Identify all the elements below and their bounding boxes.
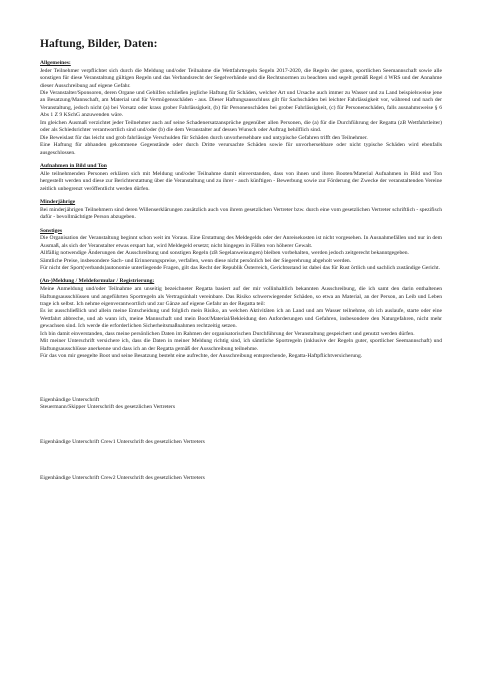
section-heading: Sonstiges: [40, 227, 63, 234]
signature-caption: Steuermann/Skipper Unterschrift des gesetzlichen Vertreters: [40, 403, 176, 410]
signature-label: Eigenhändige Unterschrift: [40, 396, 100, 403]
paragraph: Für nicht der Sport(verbands)autonomie unterliegende Fragen, gilt das Recht der Republik Österreich, Gerichtsstand ist dabei das für Rust örtlich und sachlich zuständige Gericht.: [40, 265, 441, 271]
section-heading: (An-)Meldung / Meldeformular / Registrierung:: [40, 278, 155, 285]
paragraph: Die Veranstalter/Sponsoren, deren Organe und Gehilfen schließen jegliche Haftung für Schäden, welcher Art und Ursache auch immer zu Wasser und zu Land beispielsweise jene an Besatzung/Mannschaft, am Material und für Vermögensschäden - aus. Dieser Haftungsausschluss gilt für Sachschäden bei leichter Fahrlässigkeit vor, während und nach der Veranstaltung, jedoch nicht (a) bei Vorsatz oder krass grober Fahrlässigkeit, (b) für Personenschäden bei grober Fahrlässigkeit, (c) für Personenschäden, falls ausnahmsweise § 6 Abs 1 Z 9 KSchG anzuwenden wäre.: [40, 90, 442, 119]
paragraph: Sämtliche Preise, insbesondere Sach- und Erinnerungspreise, verfallen, wenn diese nicht persönlich bei der Siegerehrung abgeholt werden.: [40, 257, 352, 264]
paragraph: Meine Anmeldung und/oder Teilnahme am unseitig bezeichneter Regatta basiert auf der mir vollinhaltlich bekannten Ausschreibung, die ich samt den darin enthaltenen Haftungsausschlüssen und angeführten Sportregeln als Vertragsinhalt vereinbare. Das Risiko schwerwiegender Schäden, so etwa an Material, an der Person, an Leib und Leben trage ich selbst. Ich nehme eigenverantwortlich und zur Gänze auf eigene Gefahr an der Regatta teil:: [40, 286, 442, 308]
paragraph: Im gleichen Ausmaß verzichtet jeder Teilnehmer auch auf seine Schadenersatzansprüche gegenüber allen Personen, die (a) für die Durchführung der Regatta (zB Wettfahrtleiter) oder als Schiedsrichter verantwortlich sind und/oder (b) die dem Veranstalter auf dessen Wunsch oder Auftrag behilflich sind.: [40, 119, 442, 134]
section-heading: Allgemeines:: [40, 60, 71, 66]
section-heading: Aufnahmen in Bild und Ton: [40, 162, 107, 169]
section-anmeldung: [40, 278, 442, 360]
signature-caption: Eigenhändige Unterschrift Crew1 Unterschrift des gesetzlichen Vertreters: [40, 439, 205, 446]
signature-block-crew2: [40, 475, 442, 482]
section-heading: Minderjährige: [40, 198, 76, 205]
section-aufnahmen: [40, 163, 442, 193]
paragraph: Mit meiner Unterschrift versichere ich, dass die Daten in meiner Meldung richtig sind, ich sämtliche Sportregeln (inklusive der Regeln guter, sportlicher Seemannschaft) und Haftungsausschlüsse anerkenne und dass ich an der Regatta gemäß der Ausschreibung teilnehme.: [40, 338, 442, 352]
signature-block-skipper: [40, 397, 442, 412]
paragraph: Allfällig notwendige Änderungen der Ausschreibung und sonstigen Regeln (zB Segelanweisungen) bleiben vorbehalten, werden jedoch zeitgerecht bekanntgegeben.: [40, 250, 409, 257]
paragraph: Es ist ausschließlich und allein meine Entscheidung und folglich mein Risiko, an welchen Aktivitäten ich an Land und am Wasser teilnehme, ob ich auslaufe, starte oder eine Wettfahrt abbreche, und ab wann ich, meine Mannschaft und mein Boot/Material/Bekleidung den Anforderungen und Gefahren, insbesondere den Naturgefahren, nicht mehr gewachsen sind. Ich werde die erforderlichen Sicherheitsmaßnahmen rechtzeitig setzen.: [40, 308, 442, 330]
section-minderjaehrige: [40, 199, 442, 222]
paragraph: Ich bin damit einverstanden, dass meine persönlichen Daten im Rahmen der organisatorischen Durchführung der Veranstaltung gespeichert und genutzt werden dürfen.: [40, 330, 415, 337]
signature-block-crew1: [40, 439, 442, 446]
paragraph: Alle teilnehmenden Personen erklären sich mit Meldung und/oder Teilnahme damit einverstanden, dass von ihnen und ihren Booten/Material Aufnahmen in Bild und Ton hergestellt werden und diese zur Berichterstattung über die Veranstaltung und zu ihrer - auch künftigen - Bewerbung sowie zur Förderung der Zwecke der veranstaltenden Vereine zeitlich unbegrenzt veröffentlicht werden dürfen.: [40, 170, 442, 192]
paragraph: Für das von mir gesegelte Boot und seine Besatzung besteht eine aufrechte, der Ausschreibung entsprechende, Regatta-Haftpflichtversicherung.: [40, 353, 363, 360]
paragraph: Die Beweislast für das leicht und grob fahrlässige Verschulden für Schäden durch unvorhersehbare und untypische Gefahren trifft den Teilnehmer.: [40, 134, 368, 141]
paragraph: Jeder Teilnehmer verpflichtet sich durch die Meldung und/oder Teilnahme die Wettfahrtregeln Segeln 2017-2020, die Regeln der guten, sportlichen Seemannschaft sowie alle sonstigen für diese Veranstaltung gültigen Regeln und das Verbandsrecht der Segelverbände und die Rechtsnormen zu beachten und segelt gemäß Regel 4 WRS und der Annahme dieser Ausschreibung auf eigene Gefahr.: [40, 67, 442, 89]
signature-caption: Eigenhändige Unterschrift Crew2 Unterschrift des gesetzlichen Vertreters: [40, 474, 205, 481]
page-title: Haftung, Bilder, Daten:: [40, 38, 158, 50]
paragraph: Eine Haftung für abhanden gekommene Gegenstände oder durch Dritte verursachte Schäden sowie für unvorhersehbare oder nicht typische Schäden wird ebenfalls ausgeschlossen.: [40, 142, 442, 156]
paragraph: Die Organisation der Veranstaltung beginnt schon weit im Voraus. Eine Erstattung des Meldegelds oder der Anreisekosten ist nicht vorgesehen. In Ausnahmefällen und nur in dem Ausmaß, als sich der Veranstalter etwas erspart hat, wird Meldegeld ersetzt; nicht hingegen in Fällen von höherer Gewalt.: [40, 235, 442, 249]
paragraph: Bei minderjährigen Teilnehmern sind deren Willenserklärungen zusätzlich auch von ihrem gesetzlichen Vertreter bzw. durch eine vom gesetzlichen Vertreter schriftlich - spezifisch dafür - bevollmächtigte Person abzugeben.: [40, 206, 442, 221]
section-allgemeines: [40, 60, 442, 157]
section-sonstiges: [40, 228, 442, 273]
